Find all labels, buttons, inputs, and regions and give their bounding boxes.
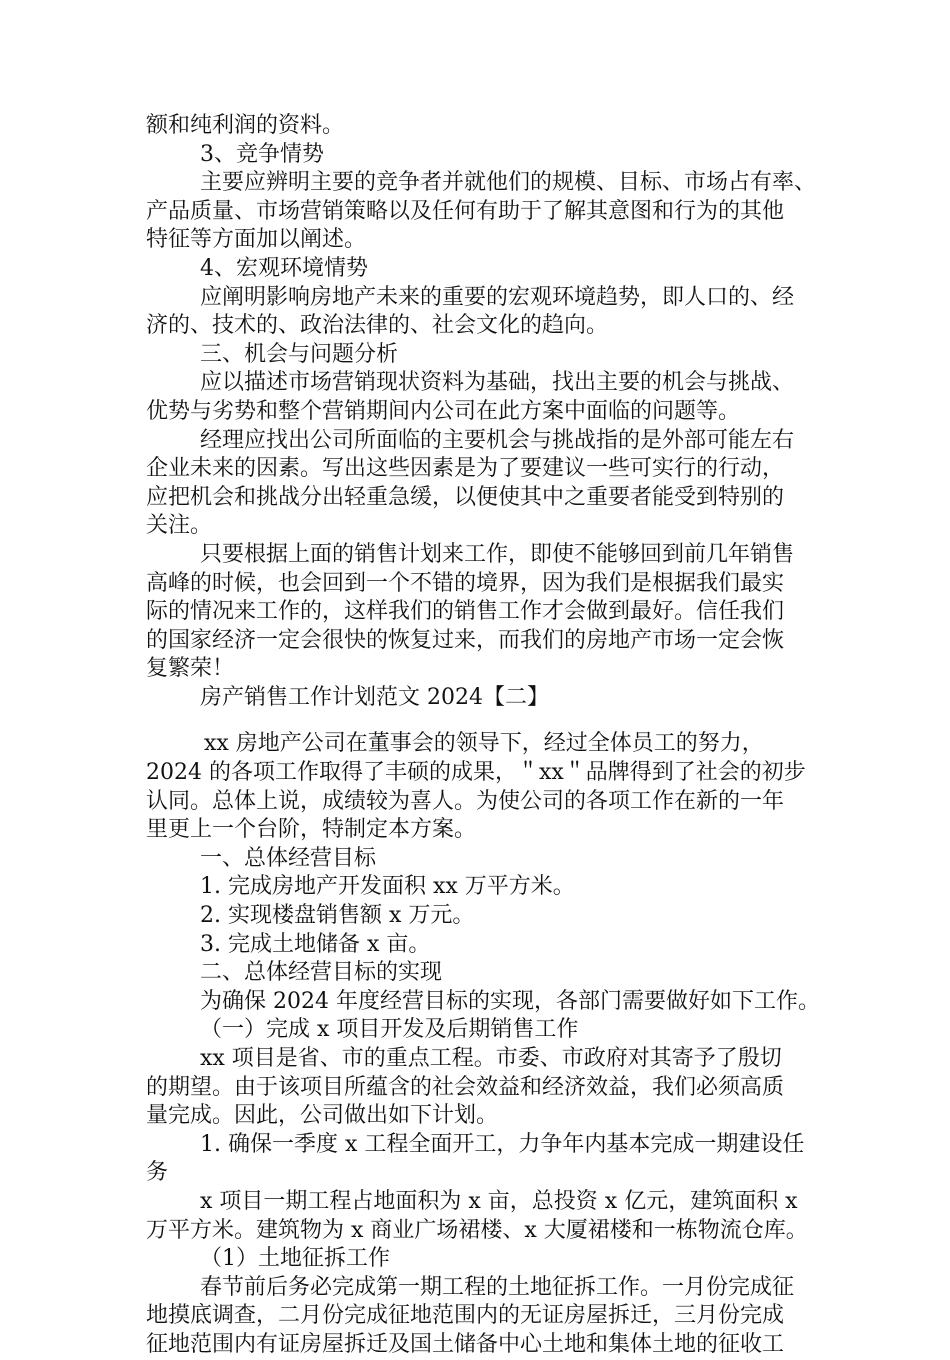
text-line: 的期望。由于该项目所蕴含的社会效益和经济效益，我们必须高质: [146, 1074, 785, 1100]
spacer: [146, 723, 816, 730]
spacer: [146, 712, 816, 723]
section-heading: 1. 确保一季度 x 工程全面开工，力争年内基本完成一期建设任: [200, 1131, 805, 1157]
section-heading: 4、宏观环境情势: [200, 255, 368, 281]
section-heading: 一、总体经营目标: [200, 845, 377, 871]
text-line: 济的、技术的、政治法律的、社会文化的趋向。: [146, 313, 609, 339]
text-line: 高峰的时候，也会回到一个不错的境界，因为我们是根据我们最实: [146, 570, 785, 596]
section-heading: 3、竞争情势: [200, 141, 324, 167]
text-line: 万平方米。建筑物为 x 商业广场裙楼、x 大厦裙楼和一栋物流仓库。: [146, 1217, 808, 1243]
text-line: 际的情况来工作的，这样我们的销售工作才会做到最好。信任我们: [146, 599, 785, 625]
section-heading: （一）完成 x 项目开发及后期销售工作: [200, 1017, 579, 1043]
text-line: 量完成。因此，公司做出如下计划。: [146, 1103, 499, 1129]
text-line: 2024 的各项工作取得了丰硕的成果，＂xx＂品牌得到了社会的初步: [146, 760, 806, 786]
text-line: 地摸底调查，二月份完成征地范围内的无证房屋拆迁，三月份完成: [146, 1303, 785, 1329]
text-line: 春节前后务必完成第一期工程的土地征拆工作。一月份完成征: [200, 1274, 795, 1300]
text-line: 额和纯利润的资料。: [146, 113, 345, 138]
text-line: 应以描述市场营销现状资料为基础，找出主要的机会与挑战、: [200, 370, 795, 396]
text-line: 特征等方面加以阐述。: [146, 227, 367, 253]
text-line: 产品质量、市场营销策略以及任何有助于了解其意图和行为的其他: [146, 198, 785, 224]
text-line: x 项目一期工程占地面积为 x 亩，总投资 x 亿元，建筑面积 x: [200, 1188, 798, 1214]
text-line: 的国家经济一定会很快的恢复过来，而我们的房地产市场一定会恢: [146, 627, 785, 653]
list-item: 3. 完成土地储备 x 亩。: [200, 931, 431, 957]
text-line: 征地范围内有证房屋拆迁及国土储备中心土地和集体土地的征收工: [146, 1331, 785, 1357]
text-line: 关注。: [146, 513, 213, 539]
text-line: 为确保 2024 年度经营目标的实现，各部门需要做好如下工作。: [200, 988, 820, 1014]
text-line: 只要根据上面的销售计划来工作，即使不能够回到前几年销售: [200, 541, 795, 567]
list-item: 2. 实现楼盘销售额 x 万元。: [200, 903, 475, 929]
text-line: 应把机会和挑战分出轻重急缓，以便使其中之重要者能受到特别的: [146, 484, 785, 510]
text-line: xx 房地产公司在董事会的领导下，经过全体员工的努力，: [204, 731, 764, 757]
text-line: 企业未来的因素。写出这些因素是为了要建议一些可实行的行动，: [146, 456, 785, 482]
section-heading: 二、总体经营目标的实现: [200, 960, 443, 986]
section-heading: （1）土地征拆工作: [200, 1246, 390, 1272]
text-line: 里更上一个台阶，特制定本方案。: [146, 817, 477, 843]
article-title: 房产销售工作计划范文 2024【二】: [200, 684, 549, 710]
text-line: 优势与劣势和整个营销期间内公司在此方案中面临的问题等。: [146, 398, 741, 424]
text-line: xx 项目是省、市的重点工程。市委、市政府对其寄予了殷切: [200, 1046, 782, 1071]
text-line: 经理应找出公司所面临的主要机会与挑战指的是外部可能左右: [200, 427, 795, 453]
text-line: 应阐明影响房地产未来的重要的宏观环境趋势，即人口的、经: [200, 284, 795, 310]
list-item: 1. 完成房地产开发面积 xx 万平方米。: [200, 874, 575, 900]
text-line: 主要应辨明主要的竞争者并就他们的规模、目标、市场占有率、: [200, 170, 817, 196]
text-line: 务: [146, 1160, 169, 1186]
text-line: 认同。总体上说，成绩较为喜人。为使公司的各项工作在新的一年: [146, 788, 785, 814]
text-line: 复繁荣！: [146, 656, 235, 682]
section-heading: 三、机会与问题分析: [200, 341, 399, 367]
document-page: [146, 112, 820, 1360]
